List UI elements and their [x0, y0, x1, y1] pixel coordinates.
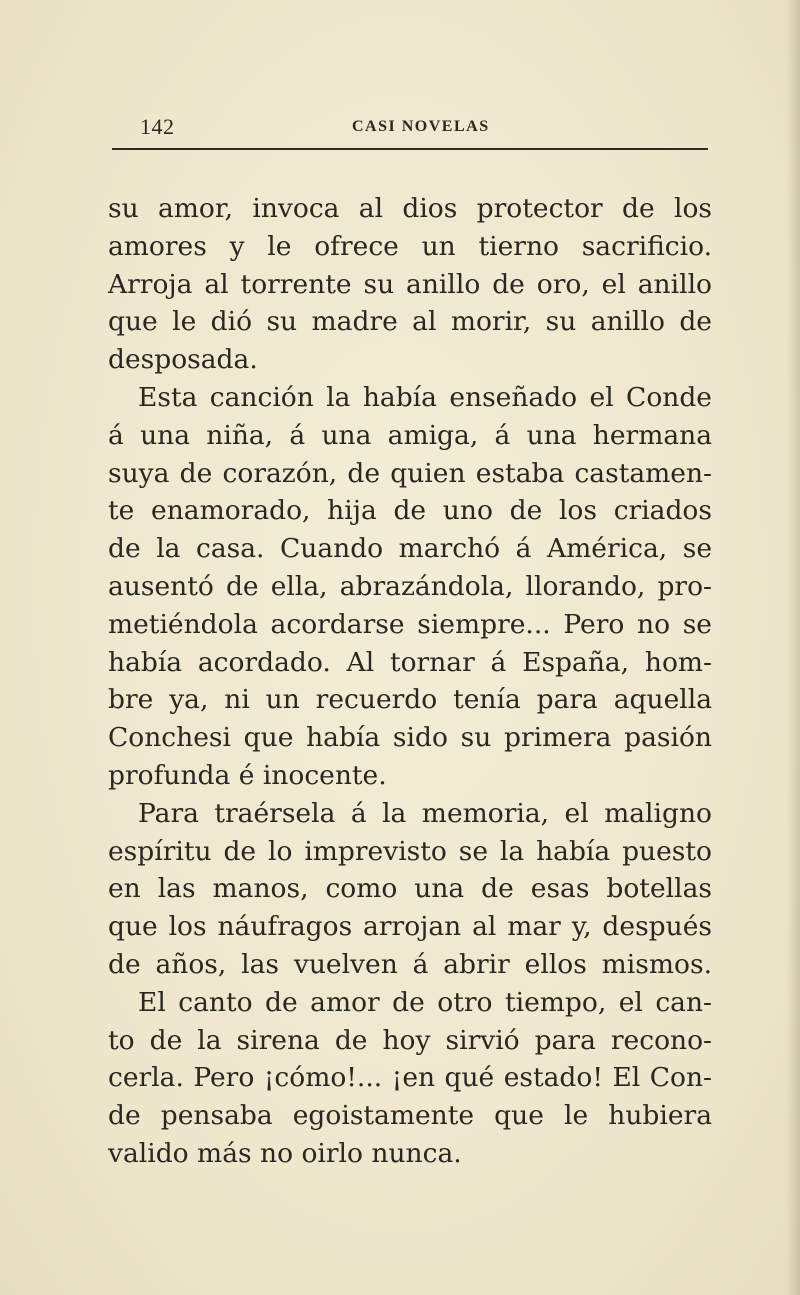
- text-line: metiéndola acordarse siempre... Pero no se: [108, 608, 712, 640]
- text-line: profunda é inocente.: [108, 759, 387, 791]
- text-line: El canto de amor de otro tiempo, el can-: [138, 986, 712, 1018]
- text-line: Conchesi que había sido su primera pasión: [108, 722, 712, 754]
- text-line: cerla. Pero ¡cómo!... ¡en qué estado! El Con-: [108, 1062, 712, 1094]
- text-line: te enamorado, hija de uno de los criados: [108, 495, 712, 527]
- text-line: espíritu de lo imprevisto se la había puesto: [108, 835, 712, 867]
- page-number: 142: [140, 114, 175, 139]
- text-line: amores y le ofrece un tierno sacrificio.: [108, 230, 712, 262]
- body-text: [108, 190, 712, 1173]
- text-line: Arroja al torrente su anillo de oro, el anillo: [108, 268, 712, 300]
- text-line: que le dió su madre al morir, su anillo de: [108, 306, 712, 338]
- text-line: valido más no oirlo nunca.: [108, 1137, 462, 1169]
- text-line: ausentó de ella, abrazándola, llorando, pro-: [108, 570, 712, 602]
- running-header: [112, 114, 708, 144]
- text-line: suya de corazón, de quien estaba castamen-: [108, 457, 712, 489]
- text-line: su amor, invoca al dios protector de los: [108, 193, 712, 224]
- text-line: á una niña, á una amiga, á una hermana: [108, 419, 712, 451]
- text-line: de pensaba egoistamente que le hubiera: [108, 1100, 712, 1132]
- running-title: CASI NOVELAS: [352, 118, 490, 135]
- text-line: Esta canción la había enseñado el Conde: [138, 381, 712, 413]
- text-line: desposada.: [108, 344, 258, 376]
- text-line: Para traérsela á la memoria, el maligno: [138, 797, 712, 829]
- header-rule: [112, 148, 708, 150]
- text-line: bre ya, ni un recuerdo tenía para aquella: [108, 684, 712, 716]
- text-line: de la casa. Cuando marchó á América, se: [108, 533, 712, 565]
- text-line: había acordado. Al tornar á España, hom-: [108, 646, 712, 678]
- text-line: to de la sirena de hoy sirvió para recono-: [108, 1024, 712, 1056]
- text-line: que los náufragos arrojan al mar y, después: [108, 911, 712, 943]
- text-line: de años, las vuelven á abrir ellos mismos.: [108, 948, 712, 980]
- text-line: en las manos, como una de esas botellas: [108, 873, 712, 905]
- page-edge-shadow: [786, 0, 800, 1295]
